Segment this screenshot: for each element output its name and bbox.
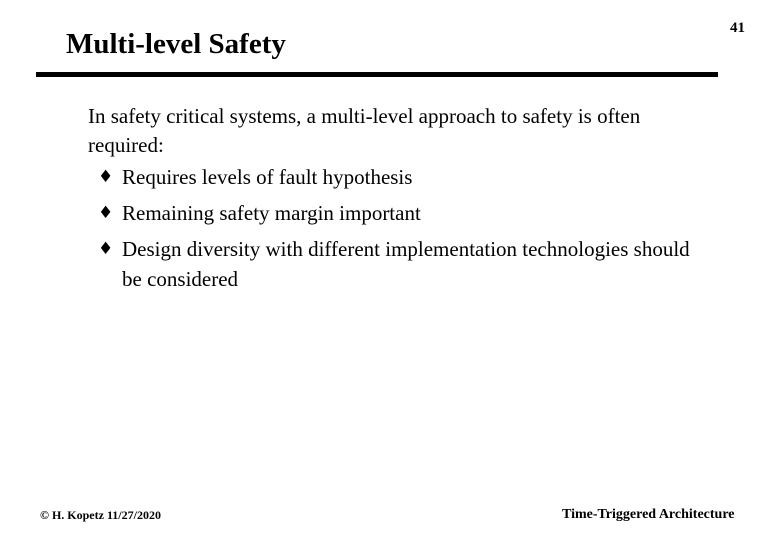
slide-title: Multi-level Safety [66, 28, 286, 60]
bullet-item [88, 234, 708, 294]
diamond-bullet-icon: ♦ [98, 167, 114, 187]
bullet-item [88, 162, 708, 192]
bullet-list [88, 162, 708, 294]
diamond-bullet-icon: ♦ [98, 239, 114, 259]
bullet-text: Design diversity with different implementation technologies should be considered [122, 237, 690, 291]
footer-author-date: © H. Kopetz 11/27/2020 [40, 508, 161, 522]
diamond-bullet-icon: ♦ [98, 203, 114, 223]
slide-number: 41 [730, 20, 745, 36]
title-rule [36, 72, 718, 77]
bullet-text: Requires levels of fault hypothesis [122, 165, 413, 189]
bullet-item [88, 198, 708, 228]
intro-paragraph: In safety critical systems, a multi-level approach to safety is often required: [88, 104, 641, 157]
bullet-text: Remaining safety margin important [122, 201, 421, 225]
slide-body [88, 102, 708, 294]
footer-course-title: Time-Triggered Architecture [562, 507, 735, 522]
